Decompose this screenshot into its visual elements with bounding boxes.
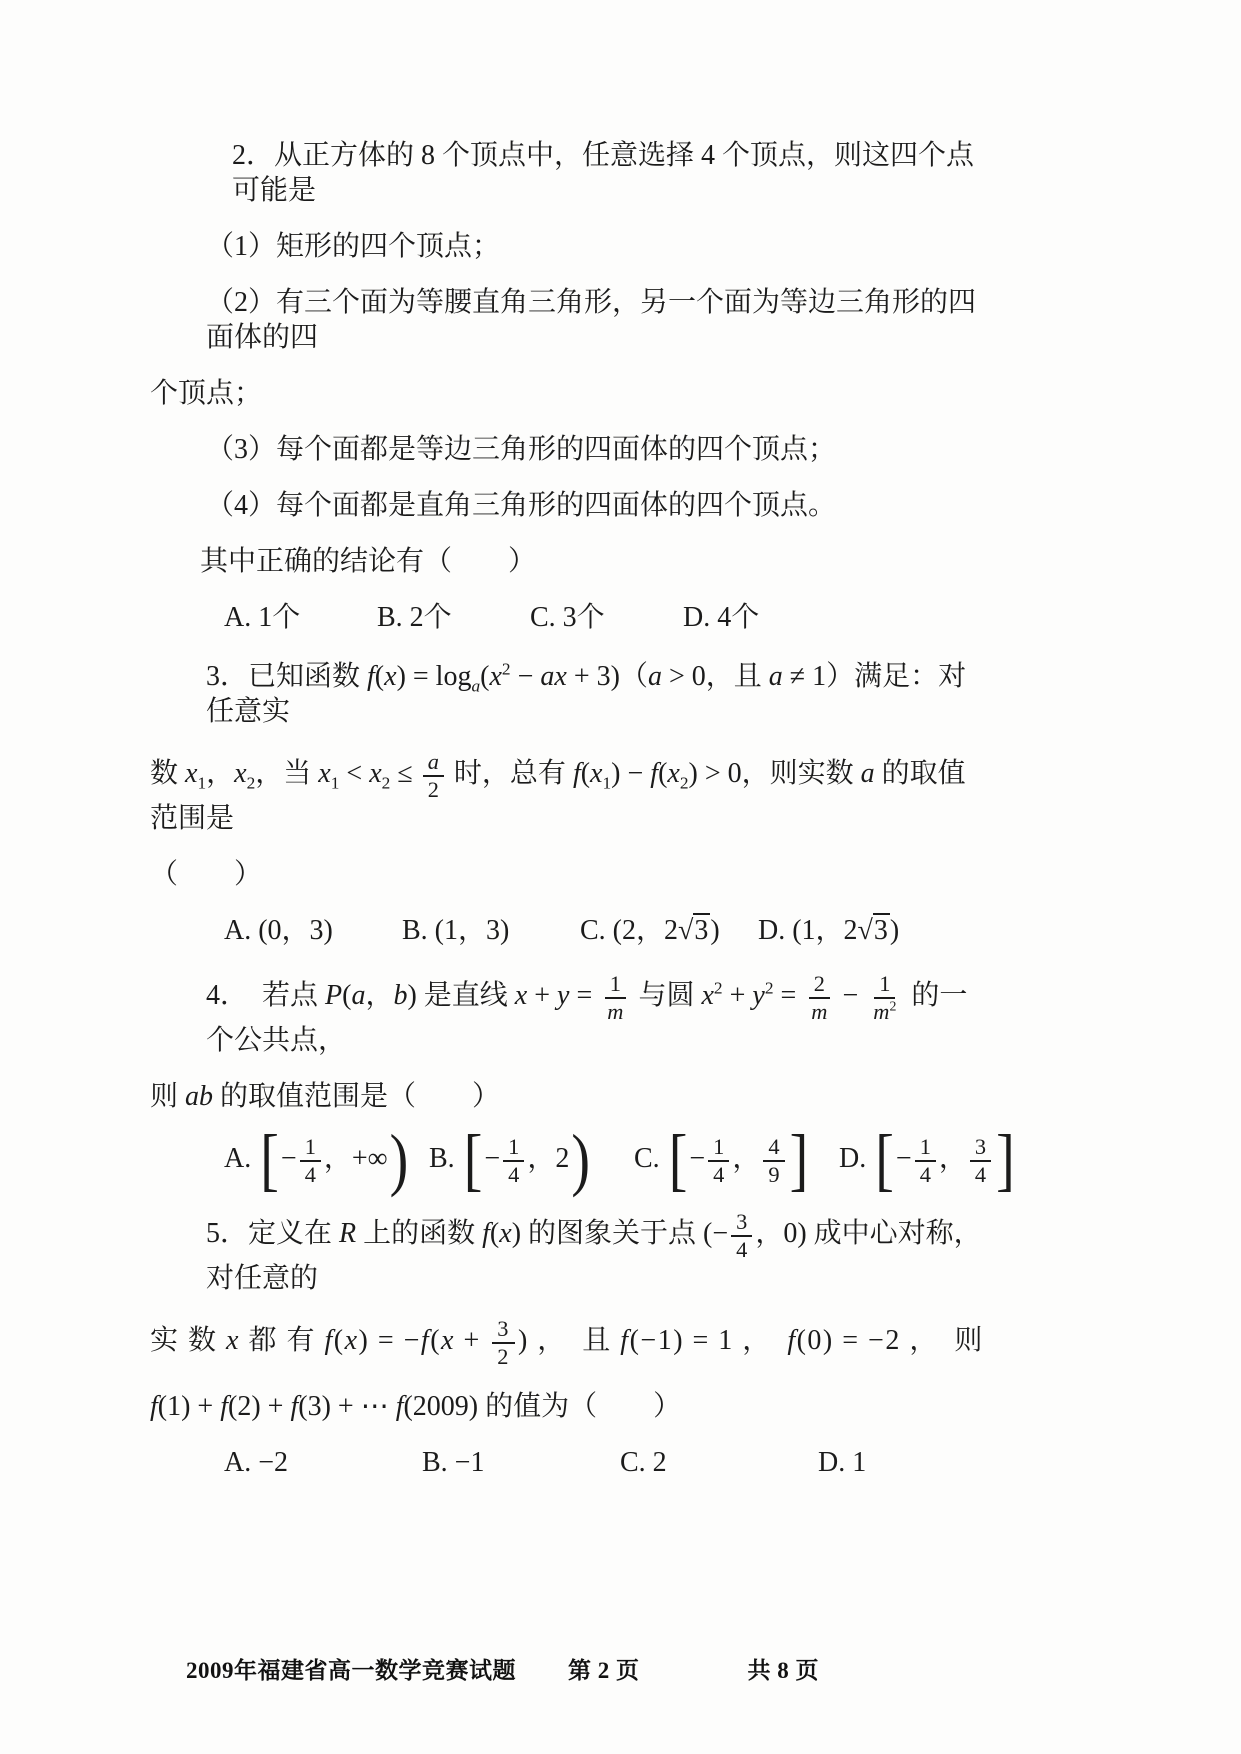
question-4-stem: 4． 若点 P(a，b) 是直线 x + y = $\frac{1}{m}$ 与圆 $x^2 + y^2$ = $\frac{2}{m}$ − $\frac{1}{m^2}$ 的一个公共点，: [206, 971, 968, 1057]
question-2-option-b: B. 2个: [377, 602, 452, 633]
question-4-options: [150, 1121, 1015, 1199]
question-3-option-c: C. (2，2√3): [580, 915, 720, 947]
question-4-option-d: D. [− $\frac{1}{4}$ ， $\frac{3}{4}$ ]: [839, 1121, 1015, 1199]
question-4-option-c: C. [− $\frac{1}{4}$ ， $\frac{4}{9}$ ]: [634, 1121, 809, 1199]
question-5-option-c: C. 2: [620, 1447, 667, 1479]
question-5-option-d: D. 1: [818, 1447, 867, 1479]
question-3-option-b: B. (1，3): [402, 915, 510, 947]
question-3-stem-line-1: 3．已知函数 $f(x) = \log_a(x^2$ − ax + 3)（a > 0，且 a ≠ 1）满足：对任意实: [206, 659, 967, 727]
question-5-options: [150, 1445, 990, 1480]
exam-content: [150, 138, 1015, 1504]
question-3-option-d: D. (1，2√3): [758, 915, 900, 947]
question-2-option-d: D. 4个: [683, 602, 760, 633]
question-2-item-1: （1）矩形的四个顶点；: [206, 231, 501, 262]
question-2-item-2-continued: 个顶点；: [150, 378, 263, 409]
question-4-option-a: A. [− $\frac{1}{4}$ ，+∞): [224, 1121, 409, 1199]
question-2-option-c: C. 3个: [530, 602, 605, 633]
question-2-item-3: （3）每个面都是等边三角形的四面体的四个顶点；: [206, 434, 837, 465]
page-footer: [186, 1652, 819, 1685]
question-5-line-2: 实 数 x 都 有 f(x) = −f(x + $\frac{3}{2}$ ) ， 且 f(−1) = 1 ， f(0) = −2 ， 则: [150, 1316, 984, 1369]
question-5-line-3: f(1) + f(2) + f(3) + ⋯ f(2009) 的值为（ ）: [150, 1391, 682, 1423]
question-5-option-b: B. −1: [422, 1447, 485, 1479]
question-5-stem: 5．定义在 R 上的函数 f(x) 的图象关于点 (− $\frac{3}{4}$ ，0) 成中心对称，对任意的: [206, 1209, 982, 1295]
question-3-answer-paren: （ ）: [150, 859, 263, 891]
footer-page-number: 第 2 页: [568, 1658, 640, 1683]
question-2-stem: 2．从正方体的 8 个顶点中，任意选择 4 个顶点，则这四个点可能是: [232, 140, 975, 206]
footer-total-pages: 共 8 页: [747, 1658, 819, 1683]
question-2-prompt: 其中正确的结论有（ ）: [200, 546, 537, 577]
question-5-option-a: A. −2: [224, 1447, 289, 1479]
question-2-option-a: A. 1个: [224, 602, 301, 633]
question-4-prompt: 则 ab 的取值范围是（ ）: [150, 1081, 501, 1113]
question-2-item-4: （4）每个面都是直角三角形的四面体的四个顶点。: [206, 490, 837, 521]
question-3-stem-line-2: 数 $x_1$，$x_2$，当 $x_1 < x_2$ ≤ $\frac{a}{2}$ 时，总有 $f(x_1) - f(x_2) > 0$，则实数 a 的取值范围是: [150, 749, 966, 835]
question-3-option-a: A. (0，3): [224, 915, 333, 947]
footer-exam-title: 2009年福建省高一数学竞赛试题: [186, 1658, 516, 1683]
question-4-option-b: B. [− $\frac{1}{4}$ ，2): [429, 1121, 591, 1199]
question-3-options: [150, 913, 990, 948]
question-2-item-2: （2）有三个面为等腰直角三角形，另一个面为等边三角形的四面体的四: [206, 287, 977, 353]
question-2-options: [150, 600, 990, 635]
